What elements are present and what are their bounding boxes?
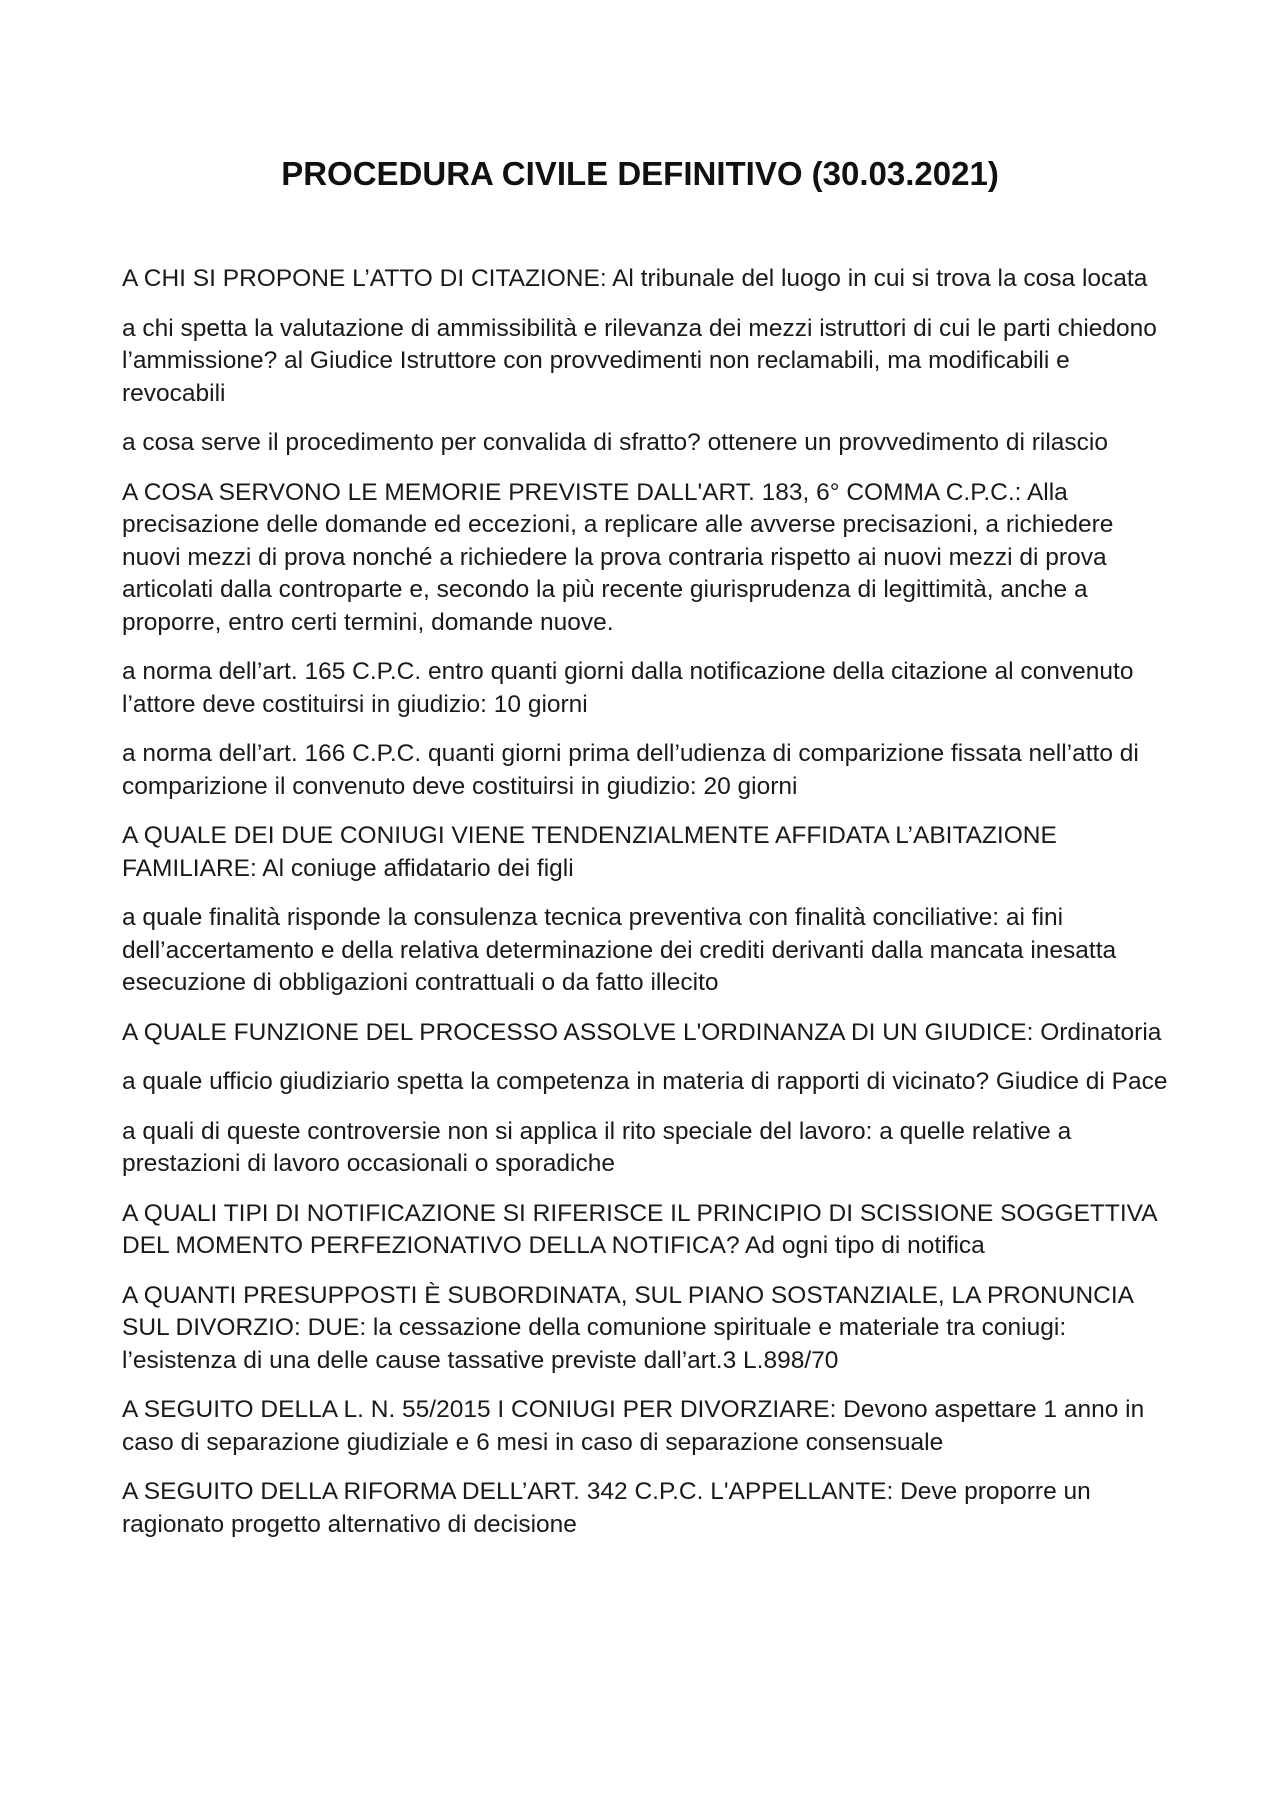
paragraph: A QUALE DEI DUE CONIUGI VIENE TENDENZIALMENTE AFFIDATA L’ABITAZIONE FAMILIARE: Al coniuge affidatario dei figli bbox=[122, 822, 1057, 882]
page-title: PROCEDURA CIVILE DEFINITIVO (30.03.2021) bbox=[281, 155, 999, 192]
paragraph: A SEGUITO DELLA RIFORMA DELL’ART. 342 C.P.C. L'APPELLANTE: Deve proporre un ragionato progetto alternativo di decisione bbox=[122, 1478, 1091, 1538]
paragraph: a chi spetta la valutazione di ammissibilità e rilevanza dei mezzi istruttori di cui le parti chiedono l’ammissione? al Giudice Istruttore con provvedimenti non reclamabili, ma modificabili e revocabili bbox=[122, 314, 1157, 407]
paragraph: a quali di queste controversie non si applica il rito speciale del lavoro: a quelle relative a prestazioni di lavoro occasionali o sporadiche bbox=[122, 1117, 1072, 1177]
paragraph: a norma dell’art. 166 C.P.C. quanti giorni prima dell’udienza di comparizione fissata nell’atto di comparizione il convenuto deve costituirsi in giudizio: 20 giorni bbox=[122, 740, 1139, 800]
paragraph: a cosa serve il procedimento per convalida di sfratto? ottenere un provvedimento di rilascio bbox=[122, 429, 1108, 456]
paragraph: A SEGUITO DELLA L. N. 55/2015 I CONIUGI PER DIVORZIARE: Devono aspettare 1 anno in caso di separazione giudiziale e 6 mesi in caso di separazione consensuale bbox=[122, 1396, 1145, 1456]
paragraph: a quale ufficio giudiziario spetta la competenza in materia di rapporti di vicinato? Giudice di Pace bbox=[122, 1068, 1168, 1095]
paragraph: A QUALE FUNZIONE DEL PROCESSO ASSOLVE L'ORDINANZA DI UN GIUDICE: Ordinatoria bbox=[122, 1018, 1162, 1046]
paragraph: A QUALI TIPI DI NOTIFICAZIONE SI RIFERISCE IL PRINCIPIO DI SCISSIONE SOGGETTIVA DEL MOMENTO PERFEZIONATIVO DELLA NOTIFICA? Ad ogni tipo di notifica bbox=[122, 1199, 1157, 1259]
paragraph: A QUANTI PRESUPPOSTI È SUBORDINATA, SUL PIANO SOSTANZIALE, LA PRONUNCIA SUL DIVORZIO: DUE: la cessazione della comunione spirituale e materiale tra coniugi: l’esistenza di una delle cause tassative previste dall’art.3 L.898/70 bbox=[122, 1281, 1133, 1374]
paragraph: a norma dell’art. 165 C.P.C. entro quanti giorni dalla notificazione della citazione al convenuto l’attore deve costituirsi in giudizio: 10 giorni bbox=[122, 658, 1134, 718]
paragraph: a quale finalità risponde la consulenza tecnica preventiva con finalità conciliative: ai fini dell’accertamento e della relativa determinazione dei crediti derivanti dalla mancata inesatta esecuzione di obbligazioni contrattuali o da fatto illecito bbox=[122, 904, 1117, 996]
paragraph: A CHI SI PROPONE L’ATTO DI CITAZIONE: Al tribunale del luogo in cui si trova la cosa locata bbox=[122, 265, 1148, 292]
paragraph: A COSA SERVONO LE MEMORIE PREVISTE DALL'ART. 183, 6° COMMA C.P.C.: Alla precisazione delle domande ed eccezioni, a replicare alle avverse precisazioni, a richiedere nuovi mezzi di prova nonché a richiedere la prova contraria rispetto ai nuovi mezzi di prova articolati dalla controparte e, secondo la più recente giurisprudenza di legittimità, anche a proporre, entro certi termini, domande nuove. bbox=[122, 478, 1114, 636]
document-body bbox=[122, 263, 1172, 1558]
